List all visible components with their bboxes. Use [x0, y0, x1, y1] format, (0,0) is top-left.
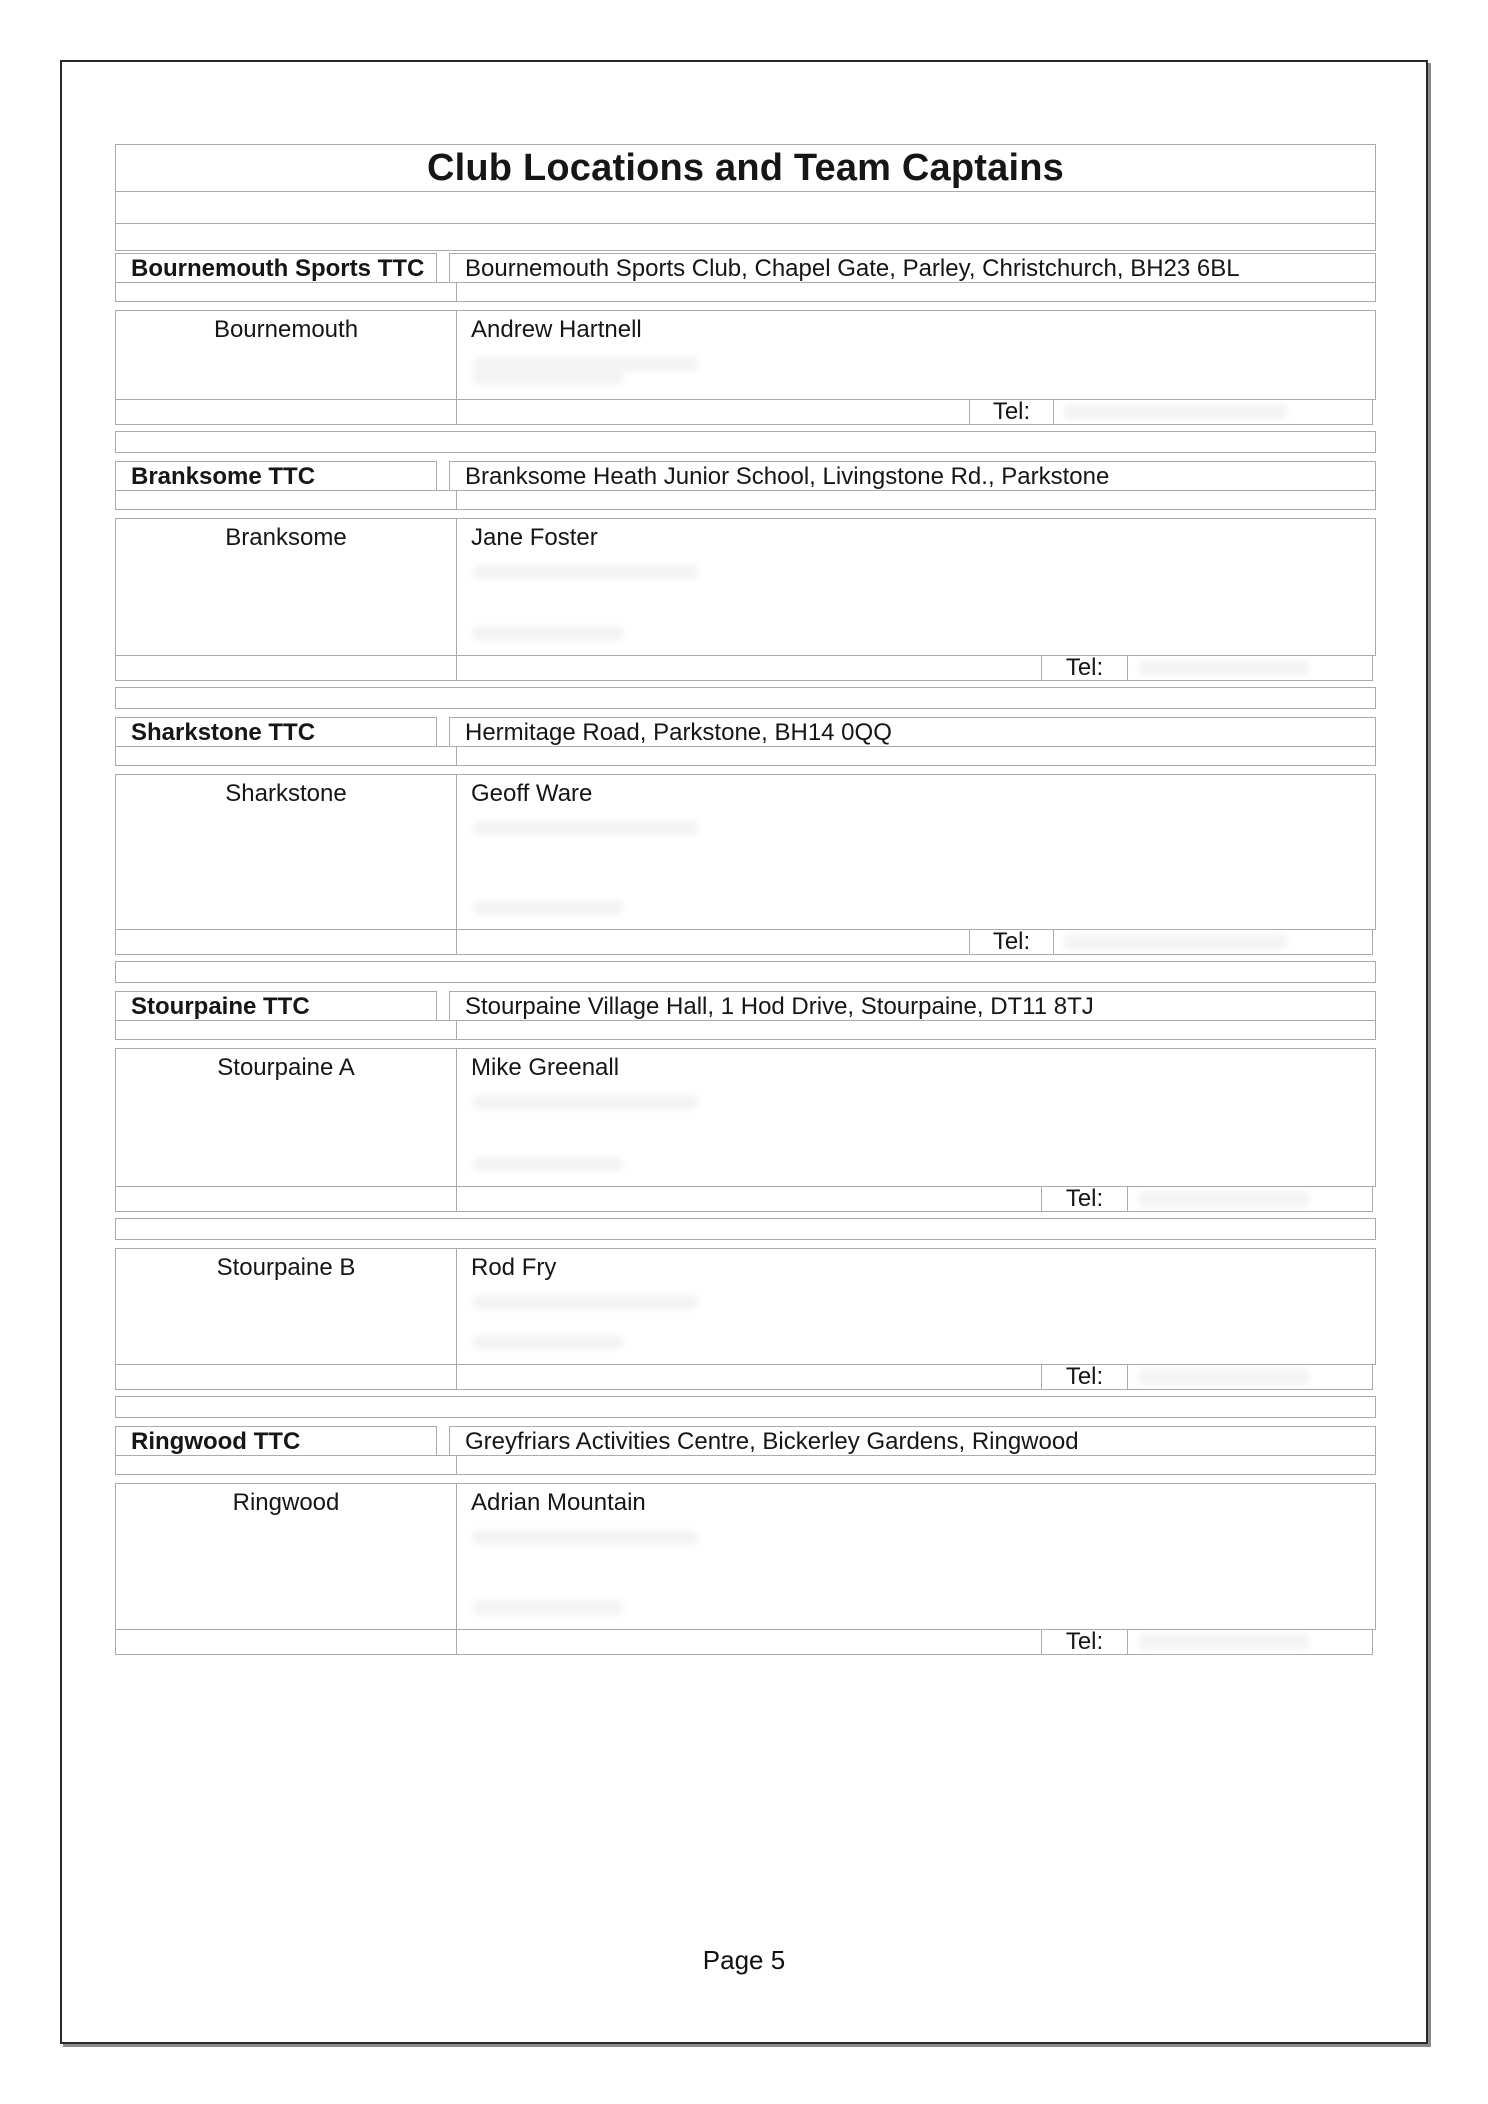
- empty-cell: [115, 1186, 457, 1212]
- tel-label: Tel:: [969, 929, 1054, 955]
- page-title: Club Locations and Team Captains: [115, 144, 1376, 192]
- empty-cell: [115, 961, 1376, 983]
- empty-cell: [115, 1396, 1376, 1418]
- captain-row: [115, 1248, 1376, 1365]
- club-name: Ringwood TTC: [115, 1426, 437, 1456]
- captain-name: [456, 1048, 1376, 1187]
- captain-row: [115, 1483, 1376, 1630]
- redacted-smudge: [473, 357, 698, 372]
- thin-spacer-row: [115, 1455, 1376, 1475]
- spacer-row: [115, 687, 1376, 709]
- thin-spacer-row: [115, 746, 1376, 766]
- redacted-smudge: [473, 1530, 698, 1545]
- team-name: Stourpaine A: [115, 1048, 457, 1187]
- tel-row: [115, 929, 1376, 955]
- tel-row: [115, 399, 1376, 425]
- club-address: Stourpaine Village Hall, 1 Hod Drive, Stourpaine, DT11 8TJ: [449, 991, 1376, 1021]
- captain-name: [456, 1483, 1376, 1630]
- captain-row: [115, 310, 1376, 400]
- empty-cell: [456, 1186, 1042, 1212]
- tel-value-redacted: [1053, 399, 1373, 425]
- captain-name: [456, 310, 1376, 400]
- redacted-smudge: [1138, 1634, 1309, 1650]
- tel-label: Tel:: [1041, 1364, 1128, 1390]
- tel-value-redacted: [1127, 1629, 1373, 1655]
- team-name: Branksome: [115, 518, 457, 656]
- empty-cell: [456, 929, 970, 955]
- empty-cell: [115, 929, 457, 955]
- captain-name-text: Adrian Mountain: [471, 1489, 646, 1516]
- tel-row: [115, 1186, 1376, 1212]
- empty-cell: [456, 282, 1376, 302]
- thin-spacer-row: [115, 282, 1376, 302]
- empty-cell: [115, 223, 1376, 251]
- spacer-row: [115, 1218, 1376, 1240]
- redacted-smudge: [473, 1335, 623, 1350]
- club-name: Sharkstone TTC: [115, 717, 437, 747]
- captain-row: [115, 774, 1376, 930]
- tel-label: Tel:: [969, 399, 1054, 425]
- empty-cell: [115, 191, 1376, 224]
- redacted-smudge: [1138, 660, 1309, 676]
- redacted-smudge: [1064, 404, 1287, 420]
- table-title-row: [115, 144, 1376, 192]
- spacer-row: [115, 961, 1376, 983]
- empty-cell: [115, 490, 457, 510]
- tel-row: [115, 1629, 1376, 1655]
- redacted-smudge: [473, 1295, 698, 1310]
- club-header-row: [115, 717, 1376, 747]
- document-page: [60, 60, 1428, 2044]
- team-name: Sharkstone: [115, 774, 457, 930]
- captain-name: [456, 1248, 1376, 1365]
- redacted-smudge: [1138, 1191, 1309, 1207]
- captain-row: [115, 1048, 1376, 1187]
- redacted-smudge: [473, 1157, 623, 1172]
- team-name: Stourpaine B: [115, 1248, 457, 1365]
- club-name: Stourpaine TTC: [115, 991, 437, 1021]
- page-number: Page 5: [702, 1945, 786, 1975]
- empty-cell: [456, 655, 1042, 681]
- team-name: Bournemouth: [115, 310, 457, 400]
- captain-name-text: Rod Fry: [471, 1254, 557, 1281]
- club-address: Branksome Heath Junior School, Livingstone Rd., Parkstone: [449, 461, 1376, 491]
- redacted-smudge: [1138, 1369, 1309, 1385]
- tel-value-redacted: [1127, 655, 1373, 681]
- spacer-row: [115, 1396, 1376, 1418]
- tel-label: Tel:: [1041, 655, 1128, 681]
- redacted-smudge: [473, 1095, 698, 1110]
- redacted-smudge: [473, 821, 698, 836]
- empty-cell: [115, 746, 457, 766]
- empty-cell: [115, 1020, 457, 1040]
- empty-cell: [456, 746, 1376, 766]
- redacted-smudge: [473, 900, 623, 915]
- empty-cell: [115, 1218, 1376, 1240]
- captain-row: [115, 518, 1376, 656]
- tel-label: Tel:: [1041, 1186, 1128, 1212]
- captain-name: [456, 774, 1376, 930]
- tel-value-redacted: [1127, 1364, 1373, 1390]
- captain-name-text: Mike Greenall: [471, 1054, 620, 1081]
- empty-cell: [115, 1629, 457, 1655]
- team-name: Ringwood: [115, 1483, 457, 1630]
- thin-spacer-row: [115, 490, 1376, 510]
- tel-value-redacted: [1053, 929, 1373, 955]
- redacted-smudge: [473, 1600, 623, 1615]
- club-name: Branksome TTC: [115, 461, 437, 491]
- redacted-smudge: [1064, 934, 1287, 950]
- empty-cell: [115, 399, 457, 425]
- empty-cell: [456, 1020, 1376, 1040]
- spacer-row: [115, 223, 1376, 251]
- thin-spacer-row: [115, 1020, 1376, 1040]
- empty-cell: [456, 490, 1376, 510]
- empty-cell: [456, 1629, 1042, 1655]
- empty-cell: [115, 431, 1376, 453]
- empty-cell: [456, 1364, 1042, 1390]
- club-header-row: [115, 1426, 1376, 1456]
- empty-cell: [456, 399, 970, 425]
- club-header-row: [115, 991, 1376, 1021]
- empty-cell: [115, 1455, 457, 1475]
- empty-cell: [456, 1455, 1376, 1475]
- redacted-smudge: [473, 370, 623, 385]
- captain-name-text: Geoff Ware: [471, 780, 593, 807]
- spacer-row: [115, 191, 1376, 224]
- club-header-row: [115, 253, 1376, 283]
- empty-cell: [115, 1364, 457, 1390]
- club-locations-table: [115, 144, 1376, 1655]
- captain-name: [456, 518, 1376, 656]
- club-address: Greyfriars Activities Centre, Bickerley Gardens, Ringwood: [449, 1426, 1376, 1456]
- club-address: Bournemouth Sports Club, Chapel Gate, Parley, Christchurch, BH23 6BL: [449, 253, 1376, 283]
- redacted-smudge: [473, 626, 623, 641]
- club-address: Hermitage Road, Parkstone, BH14 0QQ: [449, 717, 1376, 747]
- club-name: Bournemouth Sports TTC: [115, 253, 437, 283]
- empty-cell: [115, 655, 457, 681]
- redacted-smudge: [473, 565, 698, 580]
- captain-name-text: Andrew Hartnell: [471, 316, 642, 343]
- tel-label: Tel:: [1041, 1629, 1128, 1655]
- tel-value-redacted: [1127, 1186, 1373, 1212]
- captain-name-text: Jane Foster: [471, 524, 598, 551]
- spacer-row: [115, 431, 1376, 453]
- club-header-row: [115, 461, 1376, 491]
- empty-cell: [115, 282, 457, 302]
- tel-row: [115, 1364, 1376, 1390]
- tel-row: [115, 655, 1376, 681]
- empty-cell: [115, 687, 1376, 709]
